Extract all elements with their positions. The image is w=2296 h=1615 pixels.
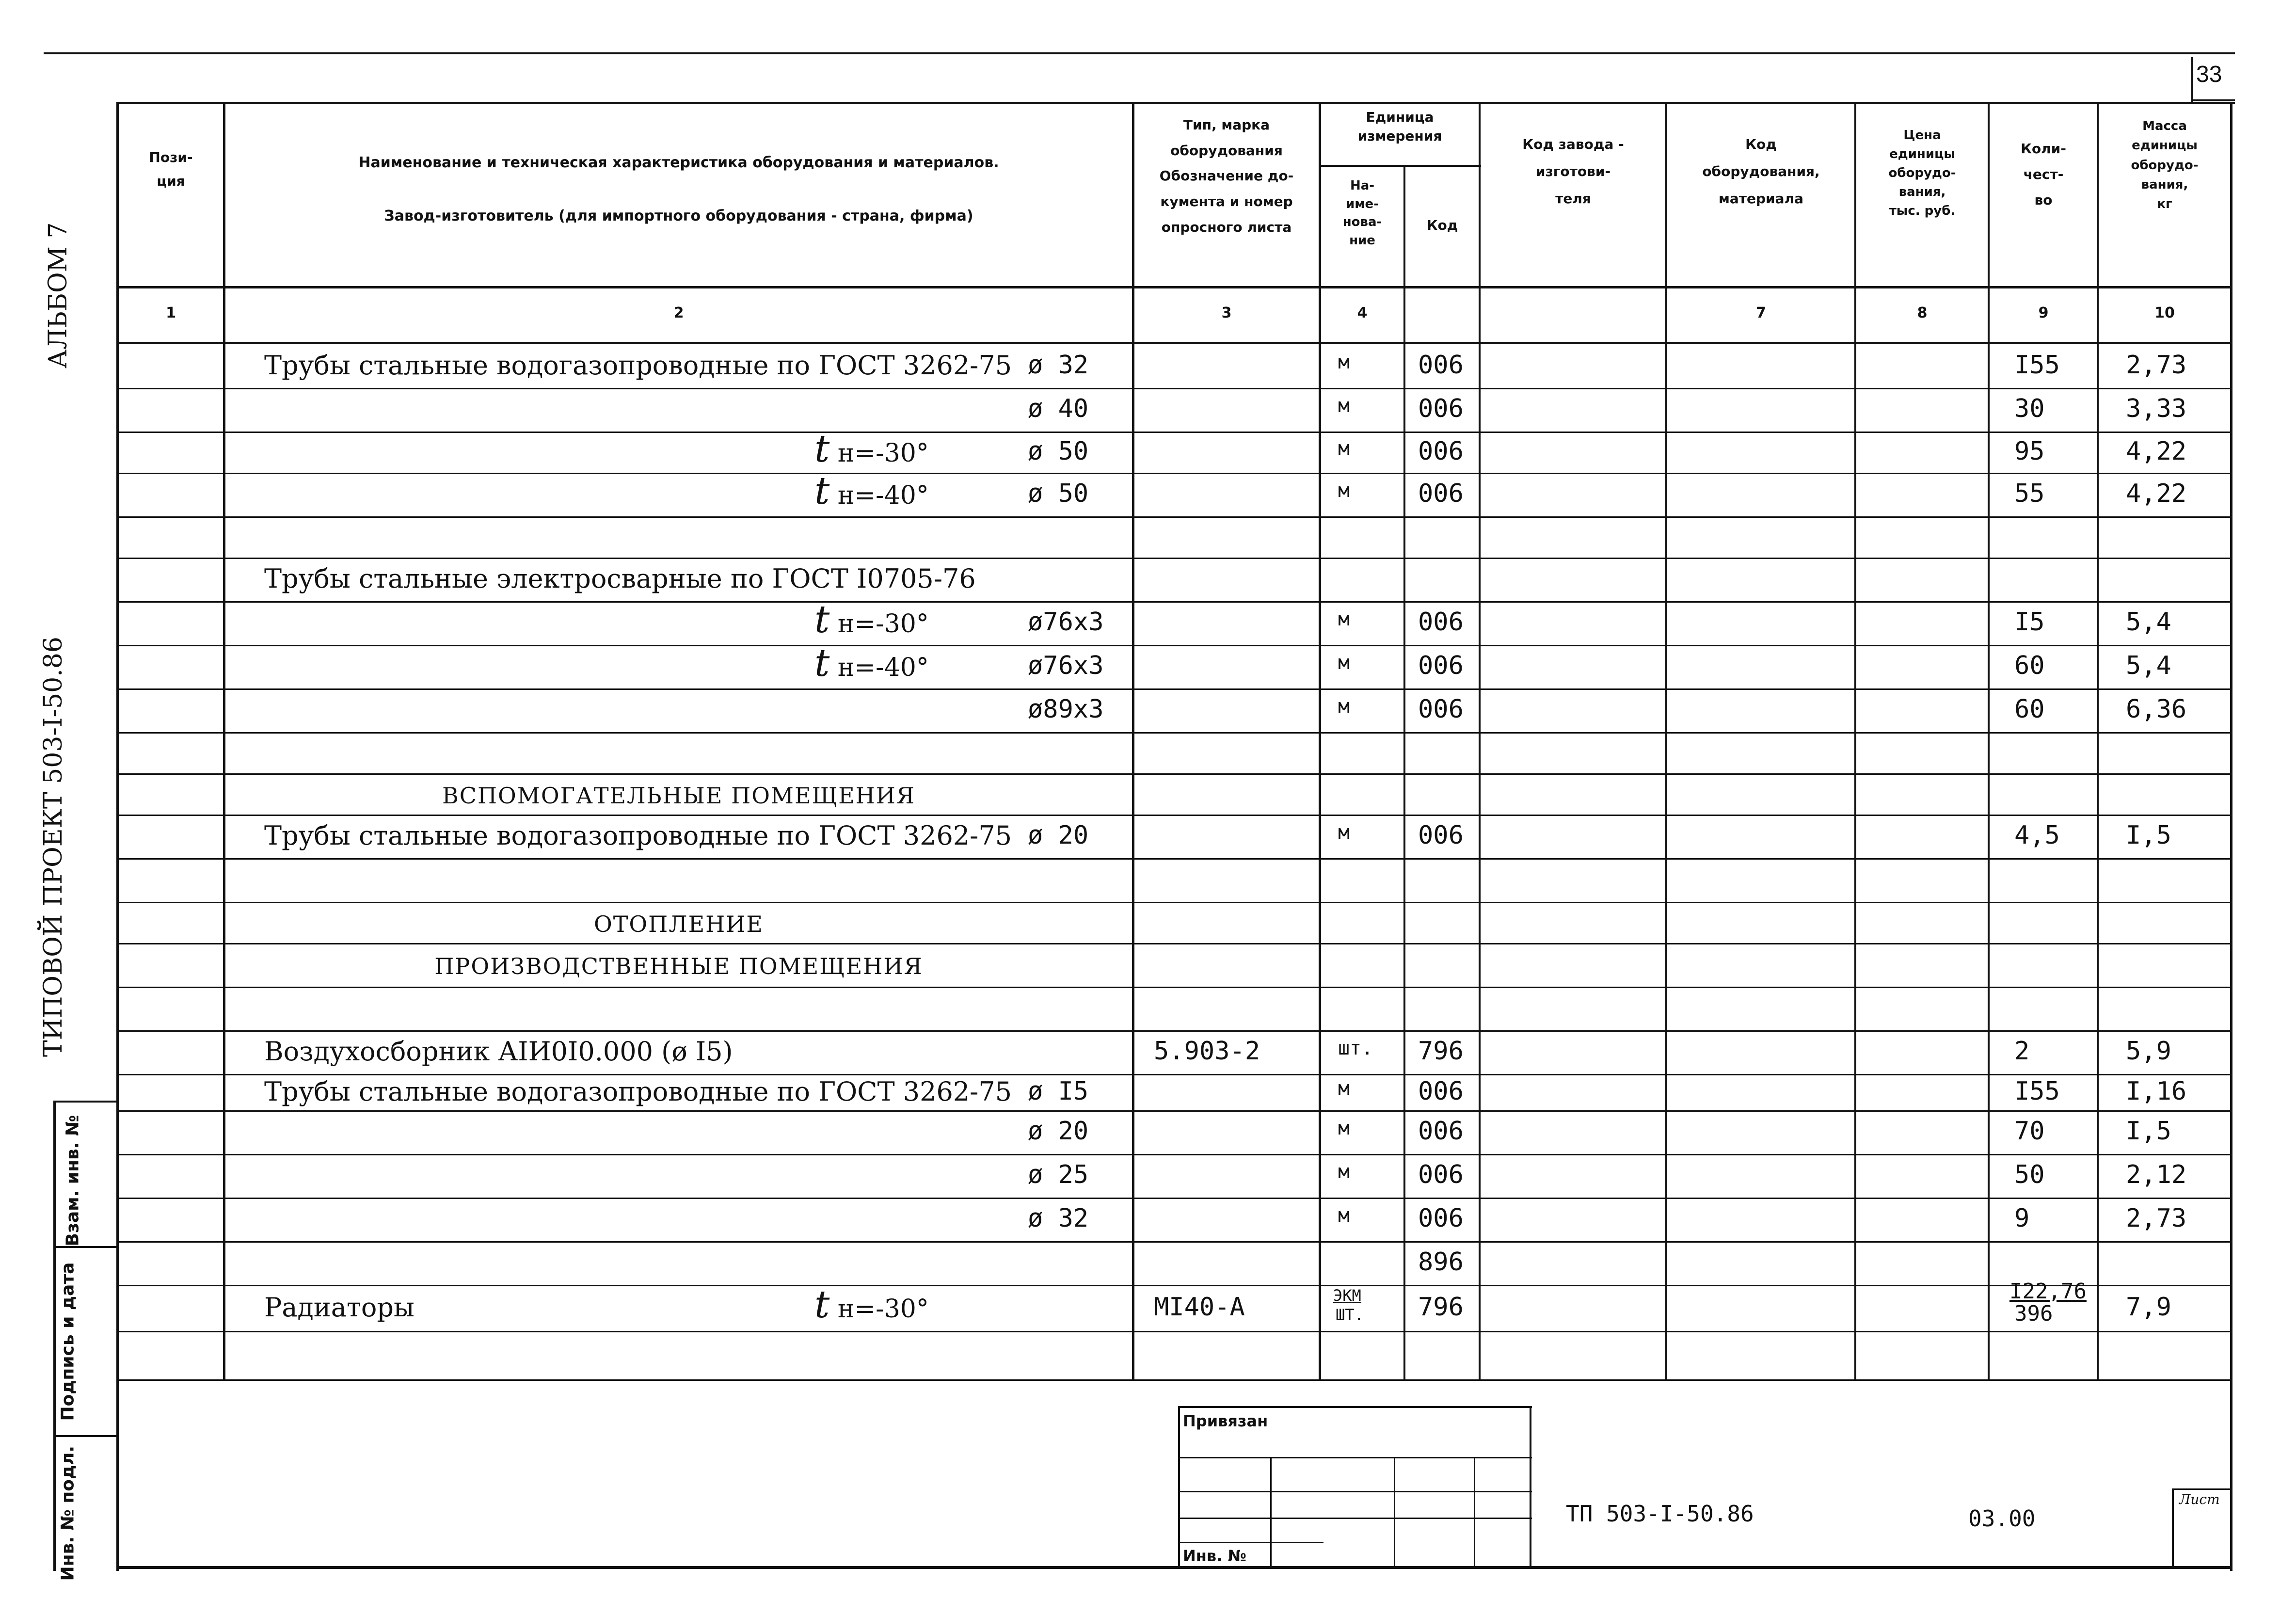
frame-bottom — [116, 1566, 2232, 1569]
header-col6: Код завода - изготови- теля — [1522, 136, 1624, 207]
header-bottom — [116, 286, 2232, 288]
row-qty: 50 — [2014, 1160, 2045, 1189]
frame-left-lower — [116, 1377, 119, 1571]
row-divider — [116, 1285, 2232, 1286]
col-line-3 — [1319, 102, 1321, 1379]
row-mass: 5,4 — [2126, 651, 2171, 680]
col-line-6 — [1665, 102, 1667, 1379]
row-unit: шт. — [1338, 1037, 1373, 1059]
stamp-block-col1 — [1270, 1457, 1272, 1568]
inv-podl-label: Инв. № подл. — [58, 1445, 78, 1581]
row-mass: 3,33 — [2126, 394, 2187, 423]
row-divider — [116, 1074, 2232, 1075]
sheet-number: 33 — [2196, 62, 2222, 87]
frame-right — [2230, 102, 2232, 1571]
row-size: ø 20 — [1028, 821, 1089, 850]
row-divider — [116, 1030, 2232, 1032]
row-code: 006 — [1418, 1117, 1464, 1146]
row-code: 006 — [1418, 351, 1464, 380]
t-symbol: t — [814, 469, 830, 513]
row-code: 006 — [1418, 479, 1464, 508]
row-name: Трубы стальные водогазопроводные по ГОСТ 3262-75 — [264, 1076, 1012, 1107]
row-size: ø 50 — [1028, 479, 1089, 508]
header-unit: Единица измерения — [1357, 109, 1442, 144]
row-size: ø 20 — [1028, 1117, 1089, 1146]
vzam-label: Взам. инв. № — [63, 1115, 83, 1247]
list-box-left — [2172, 1488, 2174, 1568]
row-divider — [116, 645, 2232, 646]
row-name: Трубы стальные электросварные по ГОСТ I0705-76 — [264, 563, 976, 594]
row-divider — [116, 1241, 2232, 1243]
row-divider — [116, 473, 2232, 474]
stamp-block-right — [1530, 1406, 1531, 1568]
stamp-block-col3 — [1474, 1457, 1475, 1568]
row-mass: 2,73 — [2126, 351, 2187, 380]
stamp-block-row4 — [1178, 1542, 1323, 1543]
table-top — [116, 102, 2235, 104]
colnum-3: 3 — [1221, 304, 1232, 321]
colnum-10: 10 — [2154, 304, 2175, 321]
row-size: ø 40 — [1028, 394, 1089, 423]
t-symbol: t — [814, 641, 830, 685]
row-code: 006 — [1418, 1204, 1464, 1233]
stamp-strip-left — [53, 1101, 56, 1571]
row-divider — [116, 1198, 2232, 1199]
stamp-block-col2 — [1394, 1457, 1395, 1568]
row-mass: 6,36 — [2126, 695, 2187, 724]
row-mark: МI40-А — [1154, 1293, 1245, 1322]
row-unit: м — [1338, 480, 1350, 502]
section-title: ОТОПЛЕНИЕ — [594, 911, 764, 937]
row-code: 006 — [1418, 437, 1464, 466]
header-col8: Цена единицы оборудо- вания, тыс. руб. — [1888, 128, 1956, 218]
unit-numerator: ЭКМ — [1333, 1286, 1361, 1305]
row-code: 796 — [1418, 1293, 1464, 1322]
sheet-box-bottom — [2191, 99, 2235, 101]
header-col3: Тип, марка оборудования Обозначение до- кумента и номер опросного листа — [1159, 117, 1294, 235]
header-col1: Пози- ция — [149, 149, 193, 189]
inv-label: Инв. № — [1183, 1547, 1246, 1565]
row-divider — [116, 815, 2232, 816]
row-unit: м — [1338, 437, 1350, 460]
row-name: Радиаторы — [264, 1292, 415, 1323]
frame-left — [116, 102, 119, 1379]
row-mass: I,5 — [2126, 821, 2171, 850]
podpis-label: Подпись и дата — [58, 1262, 78, 1421]
colnum-1: 1 — [166, 304, 176, 321]
row-divider — [116, 516, 2232, 518]
row-unit: м — [1338, 1161, 1350, 1183]
temperature-condition — [814, 469, 929, 513]
stamp-block-top — [1178, 1406, 1532, 1408]
row-code: 006 — [1418, 608, 1464, 637]
header-col2-line1: Наименование и техническая характеристика оборудования и материалов. — [358, 154, 999, 171]
temperature-condition — [814, 1283, 929, 1327]
row-divider — [116, 1110, 2232, 1112]
sheet-box-left — [2191, 57, 2193, 102]
album-label: АЛЬБОМ 7 — [44, 222, 73, 368]
row-divider — [116, 773, 2232, 775]
row-qty: 60 — [2014, 695, 2045, 724]
condition-value: н=-30° — [837, 439, 929, 468]
header-col7: Код оборудования, материала — [1702, 136, 1820, 207]
condition-value: н=-30° — [837, 1295, 929, 1324]
col-line-7 — [1854, 102, 1856, 1379]
row-unit: м — [1338, 1077, 1350, 1100]
row-mass: 7,9 — [2126, 1293, 2171, 1322]
row-code: 796 — [1418, 1037, 1464, 1066]
row-mass: 5,9 — [2126, 1037, 2171, 1066]
t-symbol: t — [814, 427, 830, 471]
row-unit: м — [1338, 395, 1350, 417]
row-name: Трубы стальные водогазопроводные по ГОСТ 3262-75 — [264, 820, 1012, 851]
colnum-bottom — [116, 342, 2232, 344]
header-col10: Масса единицы оборудо- вания, кг — [2131, 119, 2199, 212]
row-size: ø76x3 — [1028, 608, 1104, 637]
col-line-5 — [1479, 102, 1481, 1379]
row-mass: I,5 — [2126, 1117, 2171, 1146]
row-divider — [116, 388, 2232, 389]
row-divider — [116, 688, 2232, 690]
row-mass: I,16 — [2126, 1077, 2187, 1106]
row-mass: 2,73 — [2126, 1204, 2187, 1233]
project-label: ТИПОВОЙ ПРОЕКТ 503-I-50.86 — [39, 637, 68, 1057]
row-unit: м — [1338, 652, 1350, 674]
condition-value: н=-30° — [837, 609, 929, 639]
header-col5: Код — [1426, 217, 1458, 233]
privyazan-label: Привязан — [1183, 1412, 1268, 1430]
row-size: ø 50 — [1028, 437, 1089, 466]
condition-value: н=-40° — [837, 481, 929, 510]
colnum-7: 7 — [1756, 304, 1766, 321]
row-divider — [116, 558, 2232, 559]
section-title: ВСПОМОГАТЕЛЬНЫЕ ПОМЕЩЕНИЯ — [442, 783, 916, 809]
row-divider — [116, 1331, 2232, 1332]
row-divider — [116, 943, 2232, 944]
col-line-9 — [2097, 102, 2099, 1379]
row-divider — [116, 601, 2232, 603]
row-mass: 5,4 — [2126, 608, 2171, 637]
row-divider — [116, 732, 2232, 734]
row-code: 006 — [1418, 651, 1464, 680]
t-symbol: t — [814, 1283, 830, 1327]
row-unit: м — [1338, 1117, 1350, 1139]
colnum-8: 8 — [1917, 304, 1928, 321]
stamp-strip-sep1 — [53, 1246, 119, 1248]
header-col2-line2: Завод-изготовитель (для импортного оборудования - страна, фирма) — [384, 208, 973, 224]
row-size: ø76x3 — [1028, 651, 1104, 680]
row-qty: 95 — [2014, 437, 2045, 466]
temperature-condition — [814, 427, 929, 471]
row-mark: 5.903-2 — [1154, 1037, 1260, 1066]
row-divider — [116, 858, 2232, 860]
top-border — [44, 52, 2235, 54]
qty-denominator: 396 — [2014, 1301, 2053, 1326]
row-unit: м — [1338, 1204, 1350, 1227]
row-name: Трубы стальные водогазопроводные по ГОСТ 3262-75 — [264, 350, 1012, 381]
row-qty: 55 — [2014, 479, 2045, 508]
row-qty: I55 — [2014, 351, 2060, 380]
stamp-block-row3 — [1178, 1518, 1532, 1519]
row-qty: 9 — [2014, 1204, 2030, 1233]
colnum-9: 9 — [2038, 304, 2049, 321]
row-qty: 4,5 — [2014, 821, 2060, 850]
doc-code: ТП 503-I-50.86 — [1566, 1501, 1754, 1527]
sheet-code: 03.00 — [1968, 1505, 2036, 1532]
section-title: ПРОИЗВОДСТВЕННЫЕ ПОМЕЩЕНИЯ — [434, 953, 923, 979]
unit-subheader-line — [1319, 165, 1481, 167]
row-qty: 70 — [2014, 1117, 2045, 1146]
row-divider — [116, 432, 2232, 433]
row-mass: 2,12 — [2126, 1160, 2187, 1189]
row-size: ø89x3 — [1028, 695, 1104, 724]
row-unit: м — [1338, 351, 1350, 373]
row-size: ø 25 — [1028, 1160, 1089, 1189]
condition-value: н=-40° — [837, 653, 929, 682]
row-size: ø I5 — [1028, 1077, 1089, 1106]
col-line-2 — [1132, 102, 1134, 1379]
stamp-block-row1 — [1178, 1457, 1532, 1458]
row-code: 006 — [1418, 394, 1464, 423]
row-qty: 2 — [2014, 1037, 2030, 1066]
row-unit: м — [1338, 608, 1350, 630]
col-line-1 — [223, 102, 225, 1379]
temperature-condition — [814, 641, 929, 685]
row-mass: 4,22 — [2126, 437, 2187, 466]
list-label: Лист — [2179, 1491, 2220, 1507]
stamp-block-left — [1178, 1406, 1180, 1568]
row-name: Воздухосборник АIИ0I0.000 (ø I5) — [264, 1036, 733, 1067]
colnum-4: 4 — [1357, 304, 1368, 321]
row-divider — [116, 1154, 2232, 1155]
row-divider — [116, 1379, 2232, 1381]
row-code: 006 — [1418, 695, 1464, 724]
temperature-condition — [814, 598, 929, 641]
header-col9: Коли- чест- во — [2021, 141, 2066, 208]
qty-numerator: I22,76 — [2009, 1279, 2087, 1304]
row-divider — [116, 987, 2232, 988]
row-qty: I5 — [2014, 608, 2045, 637]
colnum-2: 2 — [673, 304, 684, 321]
header-col4: На- име- нова- ние — [1342, 178, 1382, 248]
row-unit: м — [1338, 821, 1350, 844]
stamp-block-row2 — [1178, 1491, 1532, 1492]
row-code: 896 — [1418, 1247, 1464, 1277]
row-code: 006 — [1418, 1077, 1464, 1106]
row-size: ø 32 — [1028, 1204, 1089, 1233]
row-code: 006 — [1418, 821, 1464, 850]
col-line-8 — [1988, 102, 1990, 1379]
row-size: ø 32 — [1028, 351, 1089, 380]
row-qty: I55 — [2014, 1077, 2060, 1106]
t-symbol: t — [814, 598, 830, 641]
row-qty: 30 — [2014, 394, 2045, 423]
list-box-top — [2172, 1488, 2232, 1490]
row-divider — [116, 902, 2232, 903]
row-qty: 60 — [2014, 651, 2045, 680]
row-mass: 4,22 — [2126, 479, 2187, 508]
row-code: 006 — [1418, 1160, 1464, 1189]
row-unit: м — [1338, 695, 1350, 718]
unit-denominator: ШТ. — [1336, 1306, 1364, 1324]
